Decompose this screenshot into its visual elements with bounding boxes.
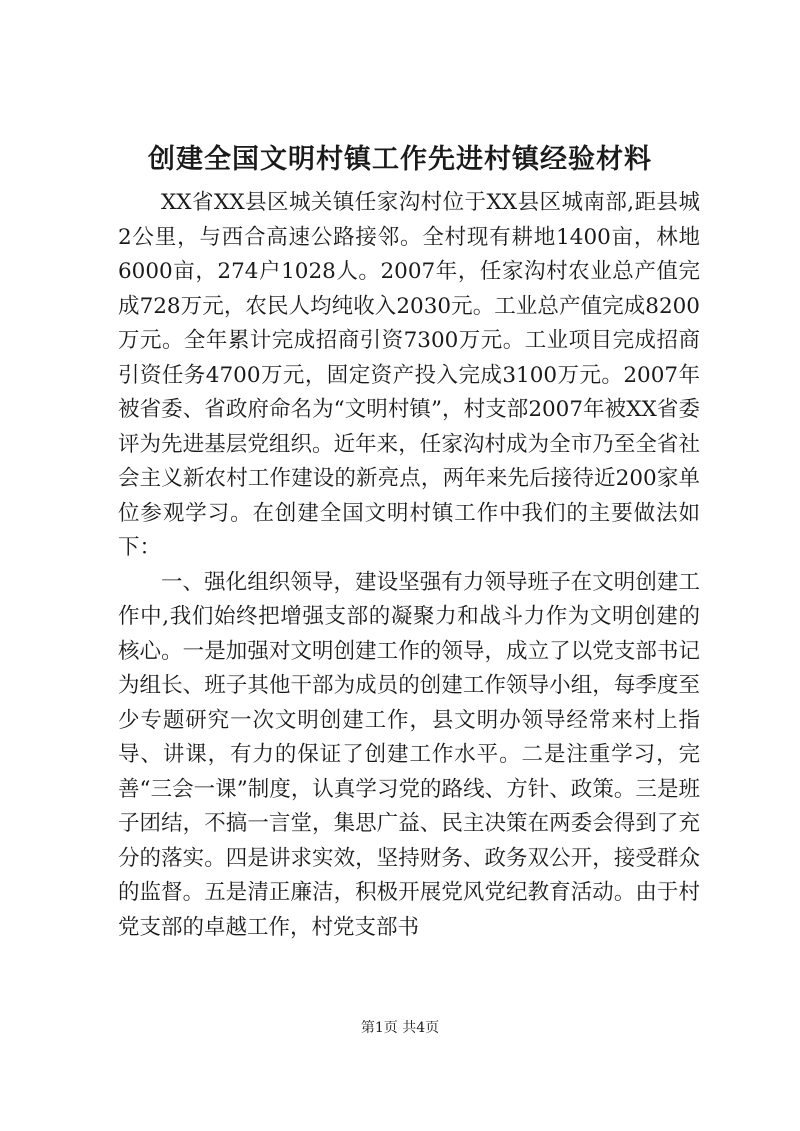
document-title: 创建全国文明村镇工作先进村镇经验材料 [148,144,652,175]
paragraph-intro: XX省XX县区城关镇任家沟村位于XX县区城南部,距县城2公里，与西合高速公路接邻。全村现有耕地1400亩，林地6000亩，274户1028人。2007年，任家沟村农业总产值完成728万元，农民人均纯收入2030元。工业总产值完成8200万元。全年累计完成招商引资7300万元。工业项目完成招商引资任务4700万元，固定资产投入完成3100万元。2007年被省委、省政府命名为“文明村镇”，村支部2007年被XX省委评为先进基层党组织。近年来，任家沟村成为全市乃至全省社会主义新农村工作建设的新亮点，两年来先后接待近200家单位参观学习。在创建全国文明村镇工作中我们的主要做法如下： [118,190,700,560]
document-body [118,186,700,945]
paragraph-section-one: 一、强化组织领导，建设坚强有力领导班子在文明创建工作中,我们始终把增强支部的凝聚力和战斗力作为文明创建的核心。一是加强对文明创建工作的领导，成立了以党支部书记为组长、班子其他干部为成员的创建工作领导小组，每季度至少专题研究一次文明创建工作，县文明办领导经常来村上指导、讲课，有力的保证了创建工作水平。二是注重学习，完善“三会一课”制度，认真学习党的路线、方针、政策。三是班子团结，不搞一言堂，集思广益、民主决策在两委会得到了充分的落实。四是讲求实效，坚持财务、政务双公开，接受群众的监督。五是清正廉洁，积极开展党风党纪教育活动。由于村党支部的卓越工作，村党支部书 [118,569,700,940]
page-number-footer: 第1页 共4页 [360,1020,440,1036]
